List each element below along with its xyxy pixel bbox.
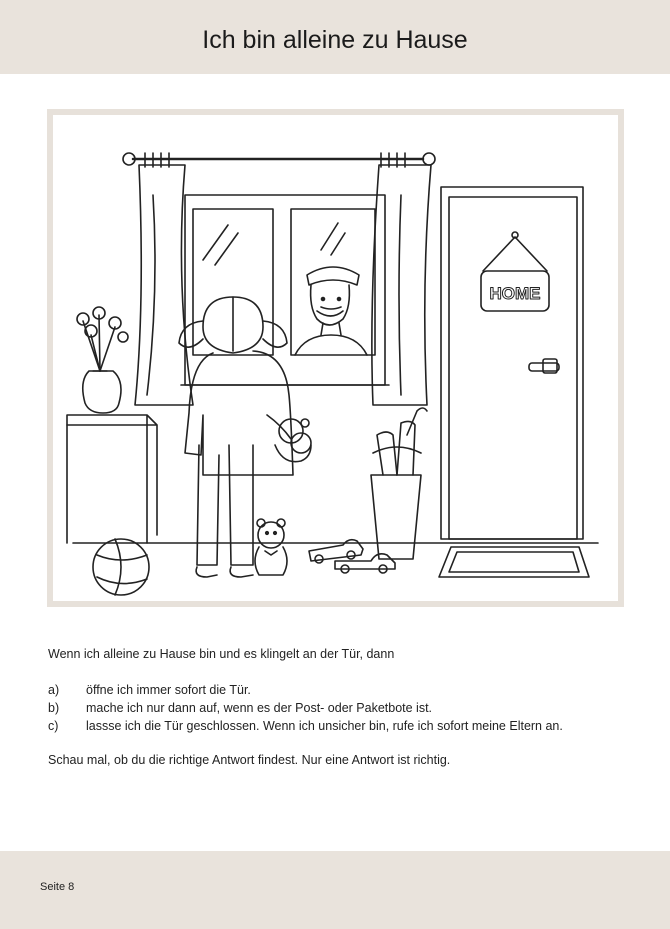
girl xyxy=(179,297,293,577)
question-prompt: Wenn ich alleine zu Hause bin und es klingelt an der Tür, dann xyxy=(48,647,395,661)
option-text: lassse ich die Tür geschlossen. Wenn ich unsicher bin, rufe ich sofort meine Eltern an. xyxy=(86,719,563,733)
doormat xyxy=(439,547,589,577)
illustration xyxy=(53,115,618,601)
answer-option-a[interactable] xyxy=(48,681,638,699)
option-text: öffne ich immer sofort die Tür. xyxy=(86,683,251,697)
door-sign xyxy=(481,232,549,311)
toy-cars xyxy=(309,540,395,573)
option-letter: c) xyxy=(48,719,59,733)
option-text: mache ich nur dann auf, wenn es der Post- oder Paketbote ist. xyxy=(86,701,433,715)
page-footer xyxy=(0,851,670,929)
answer-option-b[interactable] xyxy=(48,699,638,717)
instruction-text: Schau mal, ob du die richtige Antwort findest. Nur eine Antwort ist richtig. xyxy=(48,753,451,767)
illustration-frame xyxy=(47,109,624,607)
window xyxy=(181,195,389,385)
ball xyxy=(93,539,149,595)
answer-option-c[interactable] xyxy=(48,717,638,735)
flower-vase xyxy=(77,307,128,413)
page-title: Ich bin alleine zu Hause xyxy=(202,26,468,54)
option-letter: a) xyxy=(48,683,60,697)
option-letter: b) xyxy=(48,701,60,715)
question-block xyxy=(48,645,638,769)
page-number: Seite 8 xyxy=(40,881,75,893)
umbrella-stand xyxy=(371,408,427,559)
teddy-bear xyxy=(255,519,287,575)
svg-text:HOME: HOME xyxy=(489,284,541,303)
man-in-window xyxy=(295,267,367,355)
page-header xyxy=(0,0,670,74)
cabinet xyxy=(67,415,157,543)
